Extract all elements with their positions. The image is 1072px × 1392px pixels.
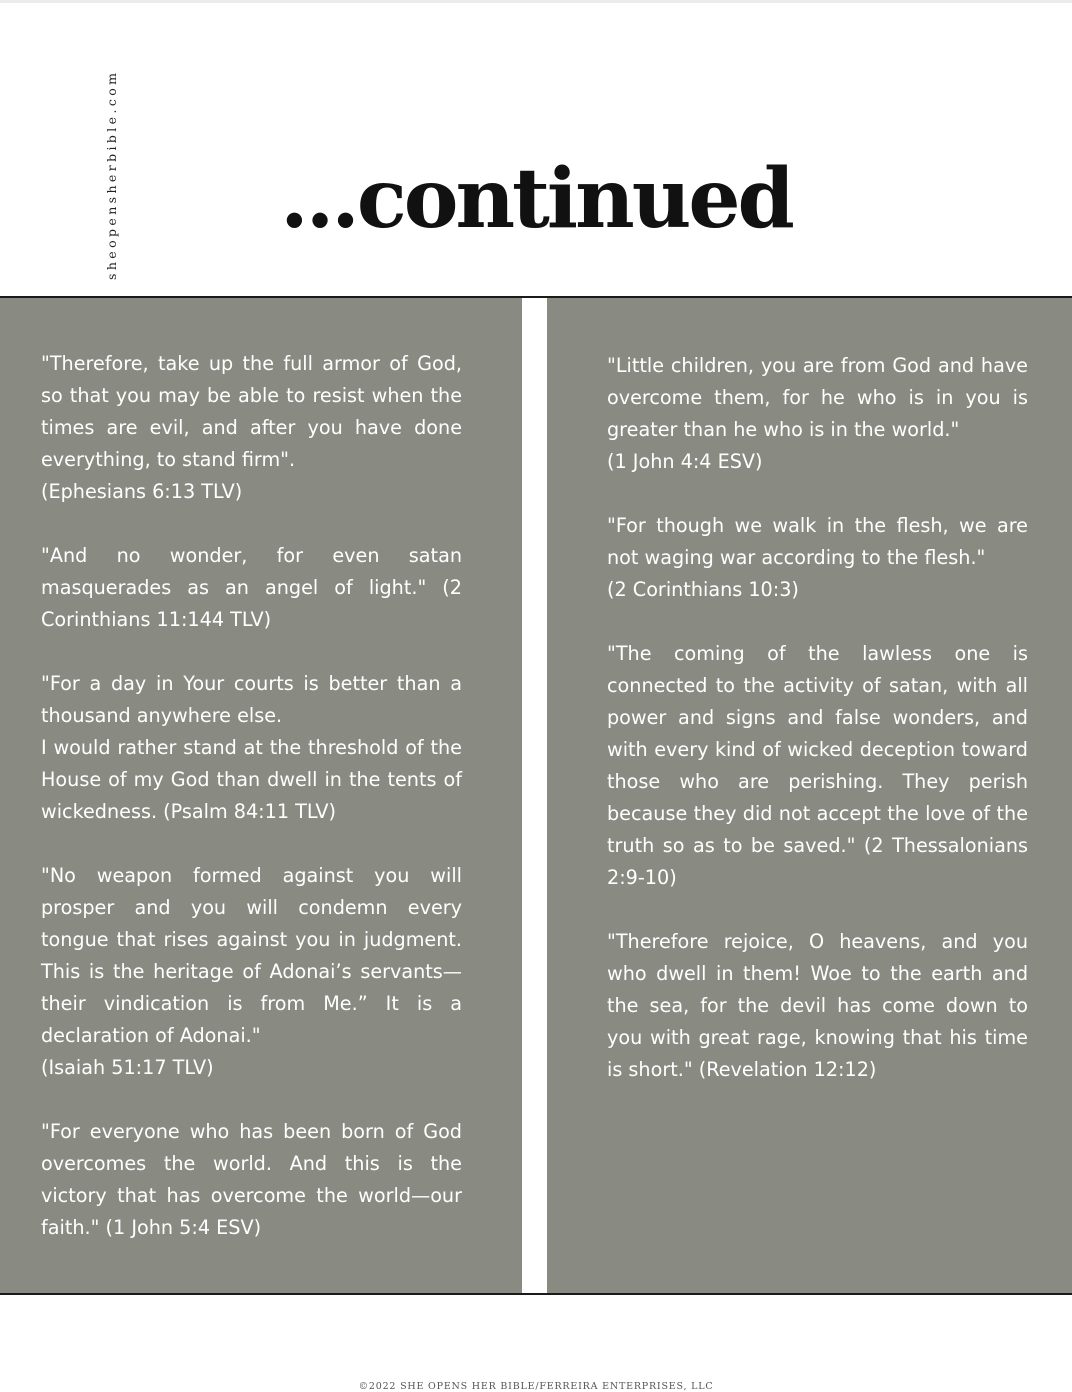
verse-text: "No weapon formed against you will prosper and you will condemn every tongue that rises against you in judgment. This is the heritage of Adonai’s servants—their vindication is from Me.” It is a declaration of Adonai." (41, 864, 462, 1047)
verse-reference: (Isaiah 51:17 TLV) (41, 1056, 214, 1079)
copyright-footer: ©2022 SHE OPENS HER BIBLE/FERREIRA ENTERPRISES, LLC (358, 1381, 714, 1392)
verse-text: "Therefore, take up the full armor of God, so that you may be able to resist when the times are evil, and after you have done everything, to stand firm". (41, 352, 462, 471)
verse-reference: (Ephesians 6:13 TLV) (41, 480, 243, 503)
verse-text: "For everyone who has been born of God overcomes the world. And this is the victory that has overcome the world—our faith." (1 John 5:4 ESV) (41, 1120, 462, 1239)
verse-text: "For a day in Your courts is better than a thousand anywhere else. (41, 672, 462, 727)
verse-reference: (1 John 4:4 ESV) (607, 450, 763, 473)
verse-text: "Little children, you are from God and have overcome them, for he who is in you is greater than he who is in the world." (607, 354, 1028, 441)
left-verse-column (41, 348, 462, 1276)
verse-text: "For though we walk in the flesh, we are not waging war according to the flesh." (607, 514, 1028, 569)
right-verse-column (607, 350, 1028, 1118)
verse-reference: (2 Corinthians 10:3) (607, 578, 799, 601)
verse-block (607, 926, 1028, 1086)
verse-text: I would rather stand at the threshold of the House of my God than dwell in the tents of wickedness. (Psalm 84:11 TLV) (41, 736, 462, 823)
verse-block (607, 638, 1028, 894)
verse-block (41, 1116, 462, 1244)
website-url: sheopensherbible.com (104, 69, 119, 280)
bottom-divider (0, 1293, 1072, 1295)
verse-block (41, 540, 462, 636)
verse-block (41, 860, 462, 1084)
verse-text: "Therefore rejoice, O heavens, and you who dwell in them! Woe to the earth and the sea, for the devil has come down to you with great rage, knowing that his time is short." (Revelation 12:12) (607, 930, 1028, 1081)
verse-block (41, 668, 462, 828)
verse-block (607, 510, 1028, 606)
verse-text: "The coming of the lawless one is connected to the activity of satan, with all power and signs and false wonders, and with every kind of wicked deception toward those who are perishing. They perish because they did not accept the love of the truth so as to be saved." (2 Thessalonians 2:9-10) (607, 642, 1028, 889)
verse-text: "And no wonder, for even satan masquerades as an angel of light." (2 Corinthians 11:144 TLV) (41, 544, 462, 631)
verse-block (41, 348, 462, 508)
verse-block (607, 350, 1028, 478)
top-rule (0, 0, 1072, 3)
page-title: ...continued (280, 151, 792, 247)
